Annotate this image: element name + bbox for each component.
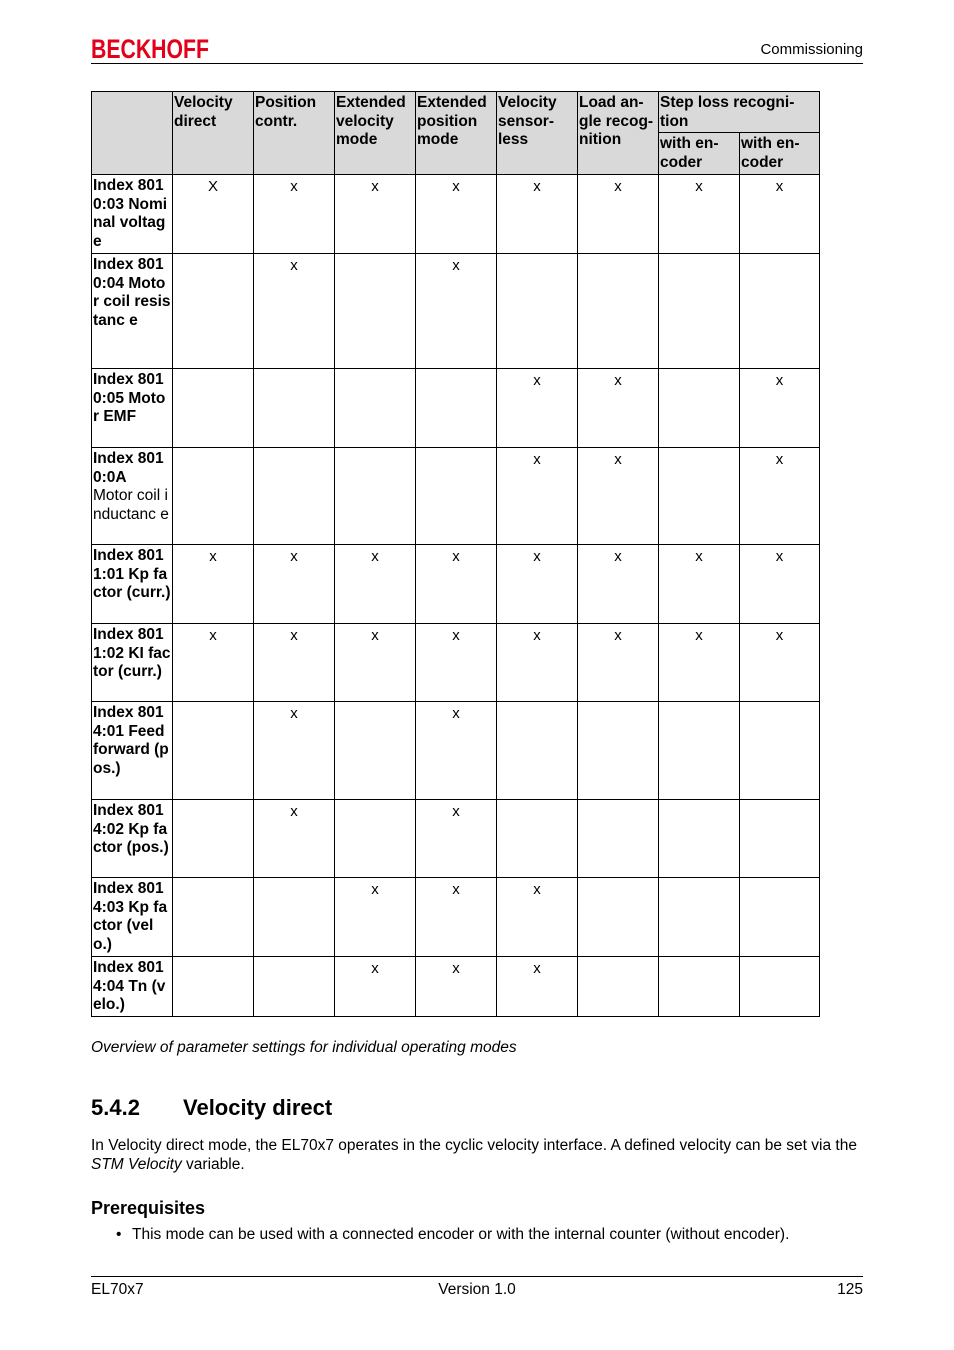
table-cell xyxy=(578,254,659,369)
table-cell xyxy=(254,957,335,1017)
table-row xyxy=(92,800,820,878)
table-cell xyxy=(740,254,820,369)
table-cell xyxy=(173,448,254,545)
table-cell: x xyxy=(335,545,416,624)
variable-name: STM Velocity xyxy=(91,1155,182,1173)
section-paragraph xyxy=(91,1137,871,1174)
table-cell: x xyxy=(740,545,820,624)
header-rule xyxy=(91,63,863,64)
table-cell: x xyxy=(416,175,497,254)
table-cell xyxy=(659,878,740,957)
table-cell: x xyxy=(740,624,820,702)
table-cell xyxy=(578,957,659,1017)
table-cell xyxy=(497,254,578,369)
table-cell: x xyxy=(578,448,659,545)
col-header-extended-position: Extended position mode xyxy=(416,92,497,175)
row-header xyxy=(92,545,173,624)
row-header xyxy=(92,254,173,369)
table-cell: x xyxy=(659,175,740,254)
table-cell xyxy=(740,878,820,957)
section-title: Velocity direct xyxy=(183,1095,333,1120)
table-cell: x xyxy=(740,448,820,545)
row-header xyxy=(92,175,173,254)
section-heading xyxy=(91,1095,332,1121)
table-cell: x xyxy=(335,878,416,957)
table-cell: x xyxy=(497,957,578,1017)
table-cell xyxy=(659,957,740,1017)
table-cell xyxy=(578,702,659,800)
table-cell: x xyxy=(578,369,659,448)
parameter-table xyxy=(91,91,820,1017)
table-cell xyxy=(740,702,820,800)
table-cell: x xyxy=(173,545,254,624)
prerequisite-bullet xyxy=(116,1226,789,1244)
section-number: 5.4.2 xyxy=(91,1095,140,1120)
table-row xyxy=(92,545,820,624)
table-row xyxy=(92,369,820,448)
table-row xyxy=(92,624,820,702)
bullet-text: This mode can be used with a connected encoder or with the internal counter (without encoder). xyxy=(132,1226,790,1243)
row-header-bold: Index 8014:02 Kp factor (pos.) xyxy=(93,802,169,856)
table-row xyxy=(92,878,820,957)
table-cell: x xyxy=(416,702,497,800)
table-cell xyxy=(335,369,416,448)
col-header-position-contr: Position contr. xyxy=(254,92,335,175)
table-cell: x xyxy=(497,448,578,545)
table-row xyxy=(92,254,820,369)
row-header-bold: Index 8011:01 Kp factor (curr.) xyxy=(93,547,171,601)
table-cell xyxy=(173,702,254,800)
table-cell xyxy=(173,369,254,448)
table-cell: x xyxy=(254,545,335,624)
table-cell: x xyxy=(497,624,578,702)
table-cell: x xyxy=(416,878,497,957)
table-cell: X xyxy=(173,175,254,254)
table-cell xyxy=(740,800,820,878)
table-cell xyxy=(335,448,416,545)
paragraph-text-end: variable. xyxy=(181,1155,245,1173)
table-cell xyxy=(659,254,740,369)
bullet-icon: • xyxy=(116,1226,122,1243)
table-cell: x xyxy=(254,702,335,800)
table-cell xyxy=(335,254,416,369)
col-header-velocity-direct: Velocity direct xyxy=(173,92,254,175)
row-header-bold: Index 8014:01 Feed forward (pos.) xyxy=(93,704,169,777)
table-cell: x xyxy=(659,624,740,702)
table-cell xyxy=(578,800,659,878)
row-header xyxy=(92,878,173,957)
table-cell xyxy=(254,369,335,448)
paragraph-text: In Velocity direct mode, the EL70x7 operates in the cyclic velocity interface. A defined velocity can be set via the xyxy=(91,1137,857,1154)
table-cell: x xyxy=(416,624,497,702)
beckhoff-logo xyxy=(91,34,209,64)
table-row xyxy=(92,957,820,1017)
table-body xyxy=(92,175,820,1017)
col-header-step-loss: Step loss recogni-tion xyxy=(659,92,820,133)
table-cell xyxy=(173,957,254,1017)
row-header xyxy=(92,800,173,878)
table-cell: x xyxy=(659,545,740,624)
footer-rule xyxy=(91,1276,863,1277)
footer-product: EL70x7 xyxy=(91,1281,144,1298)
table-cell xyxy=(173,800,254,878)
row-header-bold: Index 8010:03 Nominal voltage xyxy=(93,177,168,250)
table-cell: x xyxy=(416,254,497,369)
row-header-bold: Index 8014:04 Tn (velo.) xyxy=(93,959,166,1013)
table-cell: x xyxy=(740,369,820,448)
table-cell xyxy=(578,878,659,957)
table-cell: x xyxy=(497,878,578,957)
table-cell xyxy=(659,800,740,878)
row-header xyxy=(92,702,173,800)
table-cell xyxy=(416,369,497,448)
table-cell: x xyxy=(173,624,254,702)
row-header xyxy=(92,448,173,545)
row-header xyxy=(92,624,173,702)
table-row xyxy=(92,175,820,254)
table-cell xyxy=(173,878,254,957)
table-cell: x xyxy=(416,800,497,878)
table-cell xyxy=(659,369,740,448)
table-cell: x xyxy=(578,175,659,254)
table-cell xyxy=(254,878,335,957)
prerequisites-heading: Prerequisites xyxy=(91,1198,206,1218)
table-row xyxy=(92,702,820,800)
row-header xyxy=(92,369,173,448)
table-cell xyxy=(740,957,820,1017)
col-header-with-encoder: with en-coder xyxy=(740,133,820,175)
table-cell xyxy=(335,702,416,800)
row-header-bold: Index 8010:05 Motor EMF xyxy=(93,371,166,425)
table-cell xyxy=(173,254,254,369)
table-cell: x xyxy=(416,545,497,624)
table-cell: x xyxy=(740,175,820,254)
table-cell: x xyxy=(335,624,416,702)
row-header-bold: Index 8011:02 KI factor (curr.) xyxy=(93,626,171,680)
table-cell: x xyxy=(578,545,659,624)
table-cell xyxy=(497,800,578,878)
col-header-load-angle: Load an-gle recog-nition xyxy=(578,92,659,175)
brand-text: BECKHOFF xyxy=(91,34,209,64)
row-header-bold: Index 8010:04 Motor coil resistanc e xyxy=(93,256,171,329)
table-cell: x xyxy=(254,624,335,702)
table-cell: x xyxy=(497,175,578,254)
table-cell: x xyxy=(416,957,497,1017)
row-header xyxy=(92,957,173,1017)
table-cell: x xyxy=(254,175,335,254)
row-header-bold: Index 8014:03 Kp factor (velo.) xyxy=(93,880,168,953)
col-header-with-encoder: with en-coder xyxy=(659,133,740,175)
table-cell xyxy=(254,448,335,545)
row-header-normal: Motor coil inductanc e xyxy=(93,487,169,523)
table-cell: x xyxy=(254,800,335,878)
table-cell xyxy=(416,448,497,545)
footer-version: Version 1.0 xyxy=(438,1281,516,1298)
page-number: 125 xyxy=(837,1281,863,1298)
table-caption: Overview of parameter settings for individual operating modes xyxy=(91,1039,517,1056)
table-cell: x xyxy=(254,254,335,369)
table-cell xyxy=(659,448,740,545)
table-cell: x xyxy=(335,957,416,1017)
table-cell xyxy=(335,800,416,878)
table-cell xyxy=(497,702,578,800)
table-row xyxy=(92,448,820,545)
table-cell: x xyxy=(578,624,659,702)
table-cell: x xyxy=(335,175,416,254)
table-cell: x xyxy=(497,369,578,448)
table-cell xyxy=(659,702,740,800)
corner-header xyxy=(92,92,173,175)
section-label: Commissioning xyxy=(760,41,863,58)
table-cell: x xyxy=(497,545,578,624)
row-header-bold: Index 8010:0A xyxy=(93,450,164,486)
col-header-velocity-sensorless: Velocity sensor-less xyxy=(497,92,578,175)
col-header-extended-velocity: Extended velocity mode xyxy=(335,92,416,175)
